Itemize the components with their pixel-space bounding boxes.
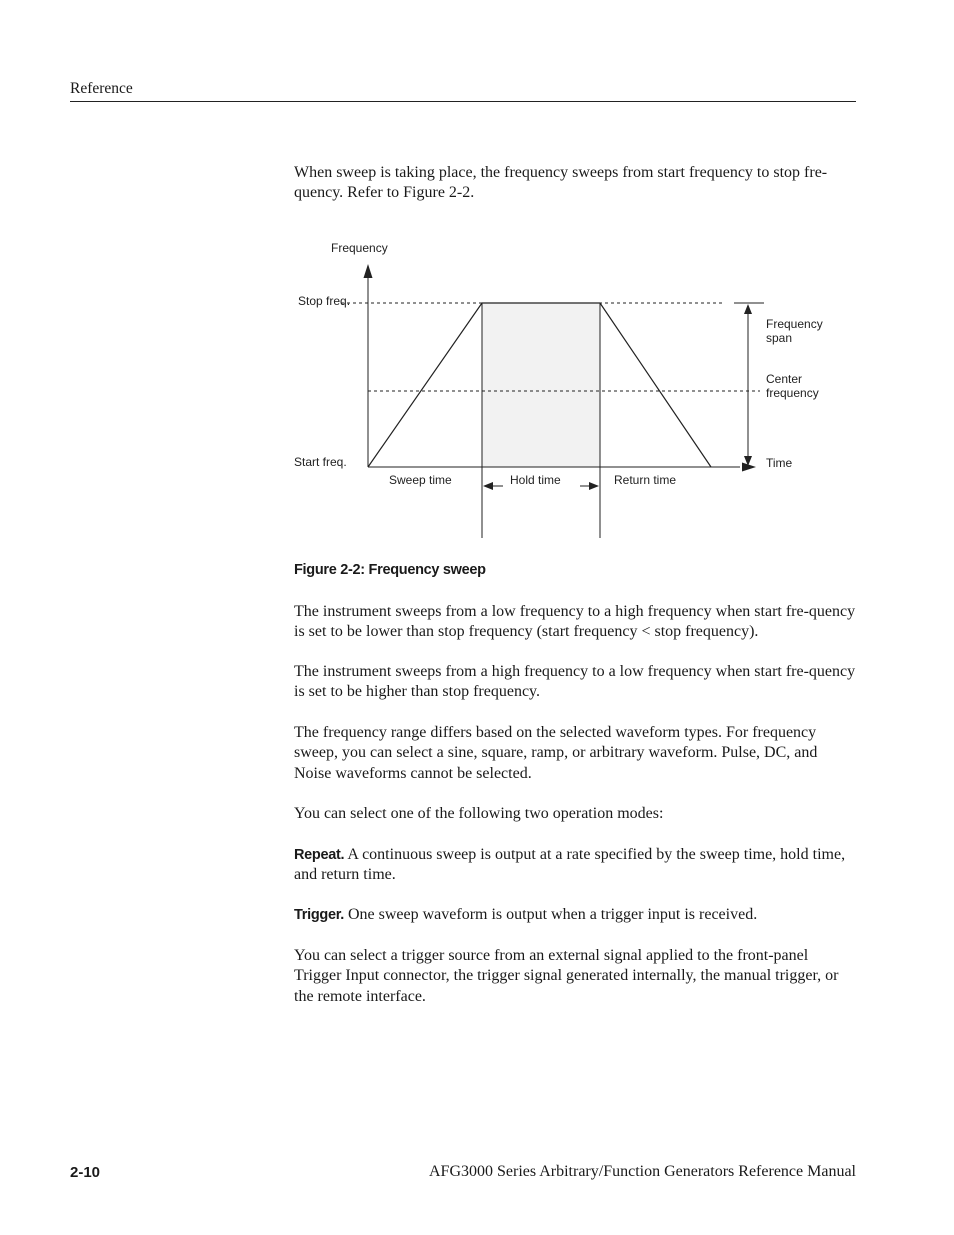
paragraph-repeat-mode (294, 845, 856, 886)
repeat-mode-text: A continuous sweep is output at a rate specified by the sweep time, hold time, and return time. (294, 846, 846, 884)
frequency-axis-arrow-icon (364, 264, 373, 278)
paragraph-low-to-high: The instrument sweeps from a low frequency to a high frequency when start fre-quency is set to be lower than stop frequency (start frequency < stop frequency). (294, 603, 856, 641)
frequency-sweep-figure (0, 0, 954, 560)
hold-time-label: Hold time (510, 473, 561, 487)
stop-freq-label: Stop freq. (298, 294, 351, 308)
paragraph-intro: When sweep is taking place, the frequency sweeps from start frequency to stop fre-quency. Refer to Figure 2-2. (294, 164, 828, 202)
frequency-span-label-line2: span (766, 331, 793, 345)
return-time-label: Return time (614, 473, 677, 487)
hold-time-right-arrow-icon (589, 482, 599, 490)
paragraph-modes-intro: You can select one of the following two operation modes: (294, 805, 664, 822)
frequency-axis-label: Frequency (331, 241, 388, 255)
center-frequency-label-line1: Center (766, 372, 803, 386)
footer-manual-title: AFG3000 Series Arbitrary/Function Generators Reference Manual (429, 1163, 856, 1180)
page-number: 2-10 (70, 1164, 101, 1181)
frequency-span-label-line1: Frequency (766, 317, 823, 331)
paragraph-trigger-mode (294, 905, 856, 925)
repeat-mode-label: Repeat. (294, 847, 345, 863)
hold-time-left-arrow-icon (483, 482, 493, 490)
start-freq-label: Start freq. (294, 455, 347, 469)
sweep-time-label: Sweep time (389, 473, 452, 487)
trigger-mode-label: Trigger. (294, 907, 344, 923)
figure-caption: Figure 2-2: Frequency sweep (294, 562, 486, 578)
paragraph-frequency-range: The frequency range differs based on the selected waveform types. For frequency sweep, you can select a sine, square, ramp, or arbitrary waveform. Pulse, DC, and Noise waveforms cannot be selected. (294, 724, 818, 782)
trigger-mode-text: One sweep waveform is output when a trigger input is received. (343, 906, 758, 923)
paragraph-high-to-low: The instrument sweeps from a high frequency to a low frequency when start fre-quency is set to be higher than stop frequency. (294, 663, 856, 701)
center-frequency-label-line2: frequency (766, 386, 819, 400)
paragraph-trigger-source: You can select a trigger source from an external signal applied to the front-panel Trigger Input connector, the trigger signal generated internally, the manual trigger, or the remote interface. (294, 947, 839, 1005)
running-header: Reference (70, 80, 133, 97)
span-up-arrow-icon (744, 304, 752, 314)
time-axis-arrow-icon (742, 463, 756, 472)
time-axis-label: Time (766, 456, 793, 470)
hold-time-region (482, 303, 600, 467)
